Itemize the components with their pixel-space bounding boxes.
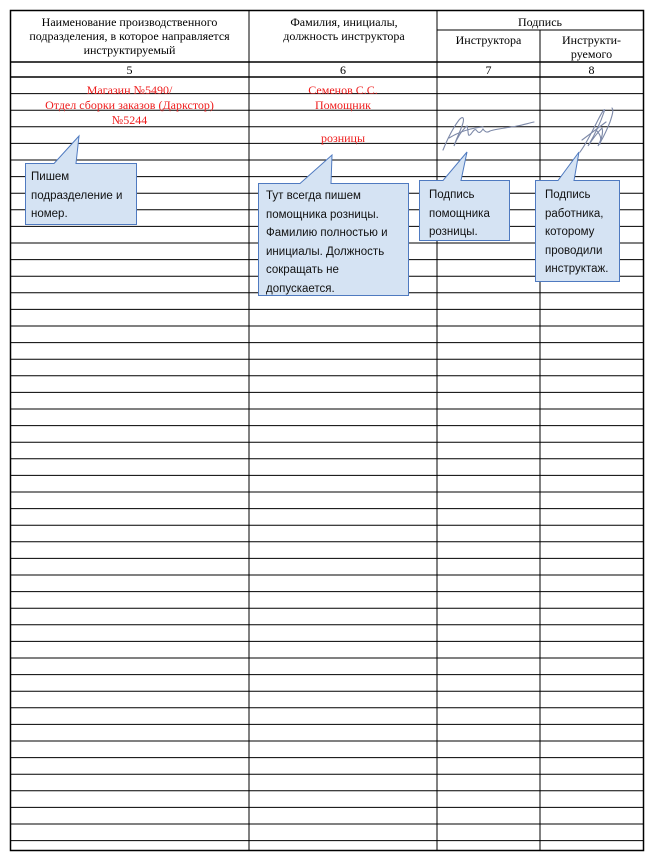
entry-position-line2: розницы [320, 131, 366, 145]
column-number-8: 8 [588, 63, 595, 77]
header-signature-instructor: Инструктора [455, 33, 522, 47]
callout-instructor-sig-text: Подпись помощника розницы. [429, 189, 490, 238]
entry-unit-line2: Отдел сборки заказов (Даркстор) [45, 98, 214, 112]
entry-position-line1: Помощник [315, 98, 371, 112]
entry-unit-line3: №5244 [111, 113, 148, 127]
header-unit: Наименование производственного подразделения, в которое направляется инструктируемый [29, 15, 230, 57]
header-signature-instructed [540, 33, 643, 61]
callout-name-text: Тут всегда пишем помощника розницы. Фамилию полностью и инициалы. Должность сокращать не допускается. [266, 190, 388, 295]
callout-unit-text: Пишем подразделение и номер. [31, 171, 123, 220]
column-number-5: 5 [126, 63, 133, 77]
entry-instructor-name: Семенов С.С. [308, 83, 378, 97]
entry-unit-line1: Магазин №5490/ [86, 83, 173, 97]
callout-employee-sig-text: Подпись работника, которому проводили инструктаж. [545, 189, 609, 275]
header-instructor-name: Фамилия, инициалы, должность инструктора [283, 15, 405, 43]
header-instructed-line2: руемого [570, 47, 613, 61]
instructor-signature [437, 104, 540, 154]
header-signature: Подпись [517, 15, 563, 29]
column-number-7: 7 [485, 63, 492, 77]
header-instructed-line1: Инструкти- [562, 33, 621, 47]
column-number-6: 6 [340, 63, 346, 77]
